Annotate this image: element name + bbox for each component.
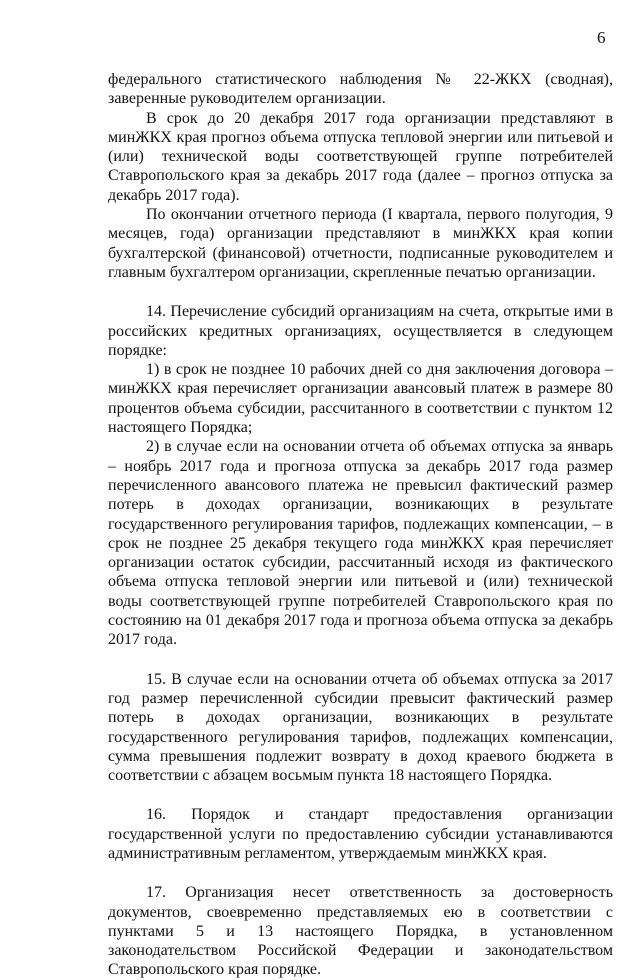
paragraph-item-14-2: 2) в случае если на основании отчета об объемах отпуска за январь – ноябрь 2017 года и прогноза отпуска за декабрь 2017 года размер перечисленного авансового платежа не превысил фактический размер потерь в доходах организации, возникающих в результате государственного регулирования тарифов, подлежащих компенсации, – в срок не позднее 25 декабря текущего года минЖКХ края перечисляет организации остаток субсидии, рассчитанный исходя из фактического объема отпуска тепловой энергии или питьевой и (или) технической воды соответствующей группе потребителей Ставропольского края по состоянию на 01 декабря 2017 года и прогноза объема отпуска за декабрь 2017 года. xyxy=(108,438,613,649)
paragraph-item-17: 17. Организация несет ответственность за достоверность документов, своевременно представляемых ею в соответствии с пунктами 5 и 13 настоящего Порядка, в установленном законодательством Российской Федерации и законодательством Ставропольского края порядке. xyxy=(108,884,613,979)
paragraph-item-16: 16. Порядок и стандарт предоставления организации государственной услуги по предоставлению субсидии устанавливаются административным регламентом, утверждаемым минЖКХ края. xyxy=(108,806,613,862)
paragraph-item-14-1: 1) в срок не позднее 10 рабочих дней со дня заключения договора – минЖКХ края перечисляет организации авансовый платеж в размере 80 процентов объема субсидии, рассчитанного в соответствии с пунктом 12 настоящего Порядка; xyxy=(108,361,613,437)
paragraph-forecast-deadline: В срок до 20 декабря 2017 года организации представляют в минЖКХ края прогноз объема отпуска тепловой энергии или питьевой и (или) технической воды соответствующей группе потребителей Ставропольского края за декабрь 2017 года (далее – прогноз отпуска за декабрь 2017 года). xyxy=(108,109,613,204)
paragraph-item-14: 14. Перечисление субсидий организациям на счета, открытые ими в российских кредитных организациях, осуществляется в следующем порядке: xyxy=(108,303,613,359)
paragraph-reporting-period: По окончании отчетного периода (I квартала, первого полугодия, 9 месяцев, года) организации представляют в минЖКХ края копии бухгалтерской (финансовой) отчетности, подписанные руководителем и главным бухгалтером организации, скрепленные печатью организации. xyxy=(108,206,613,281)
paragraph-item-15: 15. В случае если на основании отчета об объемах отпуска за 2017 год размер перечисленной субсидии превысит фактический размер потерь в доходах организации, возникающих в результате государственного регулирования тарифов, подлежащих компенсации, сумма превышения подлежит возврату в доход краевого бюджета в соответствии с абзацем восьмым пункта 18 настоящего Порядка. xyxy=(108,670,613,785)
paragraph-continuation: федерального статистического наблюдения № 22-ЖКХ (сводная), заверенные руководителем организации. xyxy=(108,71,613,108)
page-number: 6 xyxy=(597,28,606,47)
document-body xyxy=(108,70,613,980)
